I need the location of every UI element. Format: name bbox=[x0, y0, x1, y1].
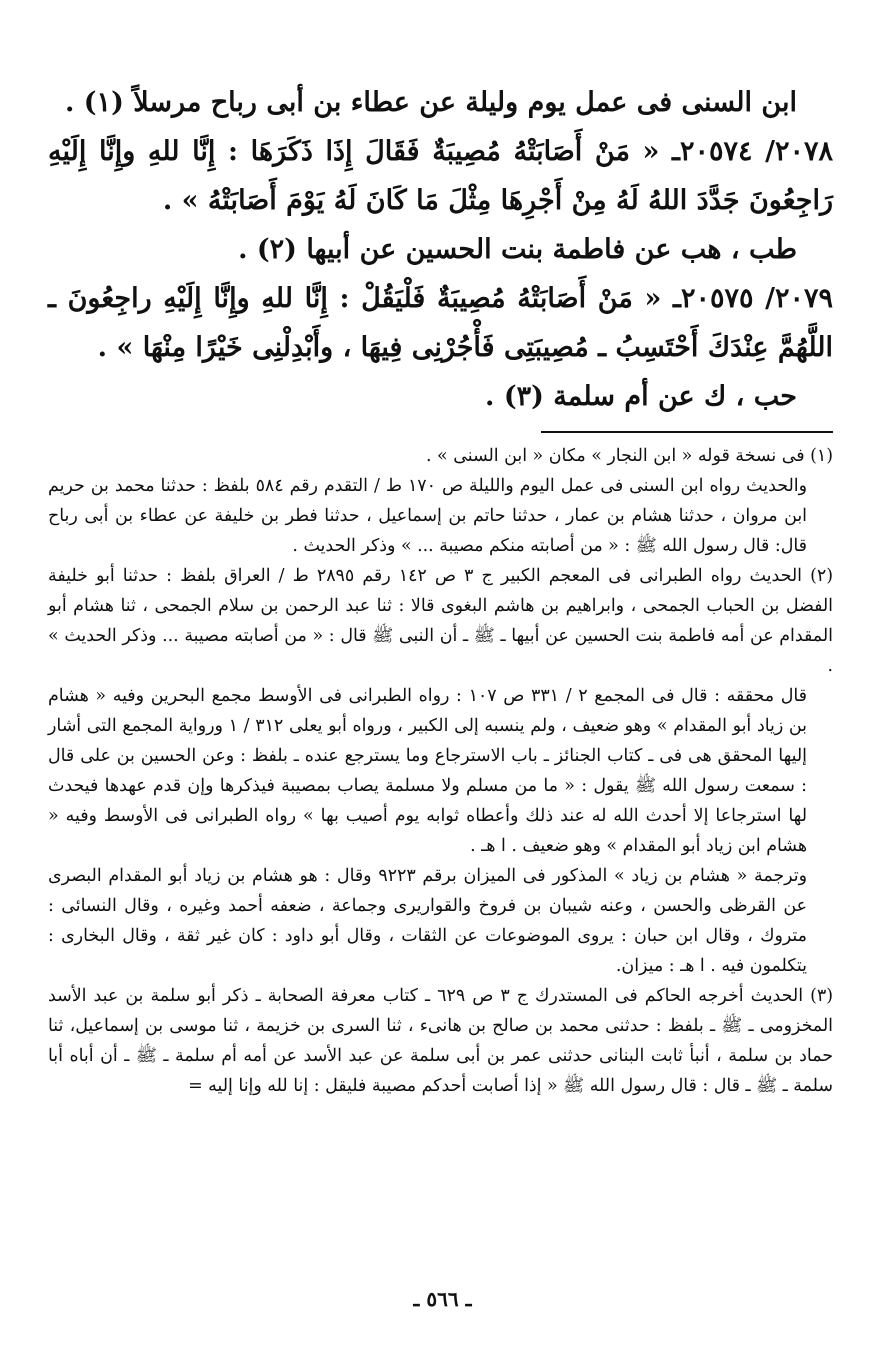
footnote-2: (٢) الحديث رواه الطبرانى فى المعجم الكبير ج ٣ ص ١٤٢ رقم ٢٨٩٥ ط / العراق بلفظ : حدثنا أبو خليفة الفضل بن الحباب الجمحى ، وابراهيم بن هاشم البغوى قالا : ثنا عبد الرحمن بن سلام الجمحى ، ثنا هشام أبو المقدام عن أمه فاطمة بنت الحسين عن أبيها ـ ﷺ ـ أن النبى ﷺ قال : « من أصابته مصيبة ... وذكر الحديث » . bbox=[48, 566, 834, 676]
attribution-umm-salama: حب ، ك عن أم سلمة (٣) . bbox=[485, 381, 797, 412]
footnote-2-muhaqqiq: قال محققه : قال فى المجمع ٢ / ٣٣١ ص ١٠٧ : رواه الطبرانى فى الأوسط مجمع البحرين وفيه « هشام بن زياد أبو المقدام » وهو ضعيف ، ولم ينسبه إلى الكبير ، ورواه أبو يعلى ٣١٢ / ١ ورواية المجمع التى أشار إليها المحقق هى فى ـ كتاب الجنائز ـ باب الاسترجاع وما يسترجع عنده ـ بلفظ : وعن الحسين بن على قال : سمعت رسول الله ﷺ يقول : « ما من مسلم ولا مسلمة يصاب بمصيبة فيذكرها وإن قدم عهدها فيحدث لها استرجاعا إلا أحدث الله له عند ذلك وأعطاه ثوابه يوم أصيب بها » رواه الطبرانى فى الأوسط وفيه « هشام ابن زياد أبو المقدام » وهو ضعيف . ا هـ . bbox=[48, 686, 808, 856]
main-text bbox=[48, 78, 833, 421]
hadith-2079: ٢٠٧٩/ ٢٠٥٧٥ـ « مَنْ أَصَابَتْهُ مُصِيبَةٌ فَلْيَقُلْ : إِنَّا للهِ وإِنَّا إِلَيْهِ راجِعُونَ ـ اللَّهُمَّ عِنْدَكَ أَحْتَسِبُ ـ مُصِيبَتِى فَأْجُرْنِى فِيهَا ، وأَبْدِلْنِى خَيْرًا مِنْهَا » . bbox=[48, 283, 834, 363]
attribution-fatima: طب ، هب عن فاطمة بنت الحسين عن أبيها (٢) . bbox=[238, 234, 797, 265]
attribution-ibn-sunni: ابن السنى فى عمل يوم وليلة عن عطاء بن أبى رباح مرسلاً (١) . bbox=[64, 87, 797, 118]
hadith-2078: ٢٠٧٨/ ٢٠٥٧٤ـ « مَنْ أَصَابَتْهُ مُصِيبَةٌ فَقَالَ إِذَا ذَكَرَهَا : إِنَّا للهِ وإِنَّا إِلَيْهِ رَاجِعُونَ جَدَّدَ اللهُ لَهُ مِنْ أَجْرِهَا مِثْلَ مَا كَانَ لَهُ يَوْمَ أَصَابَتْهُ » . bbox=[48, 136, 833, 216]
footnote-1-body: والحديث رواه ابن السنى فى عمل اليوم والليلة ص ١٧٠ ط / التقدم رقم ٥٨٤ بلفظ : حدثنا محمد بن حريم ابن مروان ، حدثنا هشام بن عمار ، حدثنا حاتم بن إسماعيل ، حدثنا فطر بن خليفة عن عطاء بن أبى رباح قال: قال رسول الله ﷺ : « من أصابته منكم مصيبة ... » وذكر الحديث . bbox=[48, 476, 807, 556]
footnote-divider bbox=[541, 431, 833, 433]
footnote-3: (٣) الحديث أخرجه الحاكم فى المستدرك ج ٣ ص ٦٢٩ ـ كتاب معرفة الصحابة ـ ذكر أبو سلمة بن عبد الأسد المخزومى ـ ﷺ ـ بلفظ : حدثنى محمد بن صالح بن هانىء ، ثنا السرى بن خزيمة ، ثنا موسى بن إسماعيل، ثنا حماد بن سلمة ، أنبأ ثابت البنانى حدثنى عمر بن أبى سلمة عن عبد الأسد عن أمه أم سلمة ـ ﷺ ـ أن أباه أبا سلمة ـ ﷺ ـ قال : قال رسول الله ﷺ « إذا أصابت أحدكم مصيبة فليقل : إنا لله وإنا إليه = bbox=[48, 986, 834, 1096]
footnote-2-tarjama: وترجمة « هشام بن زياد » المذكور فى الميزان برقم ٩٢٢٣ وقال : هو هشام بن زياد أبو المقدام البصرى عن القرظى والحسن ، وعنه شيبان بن فروخ والقواريرى وجماعة ، ضعفه أحمد وغيره ، وقال النسائى : متروك ، وقال ابن حبان : يروى الموضوعات عن الثقات ، وقال أبو داود : كان غير ثقة ، وقال البخارى : يتكلمون فيه . ا هـ : ميزان. bbox=[48, 866, 807, 976]
page bbox=[48, 78, 833, 1357]
page-number: ـ ٥٦٦ ـ bbox=[413, 1287, 472, 1311]
footnote-1: (١) فى نسخة قوله « ابن النجار » مكان « ابن السنى » . bbox=[425, 446, 833, 466]
footnotes bbox=[48, 441, 833, 1101]
